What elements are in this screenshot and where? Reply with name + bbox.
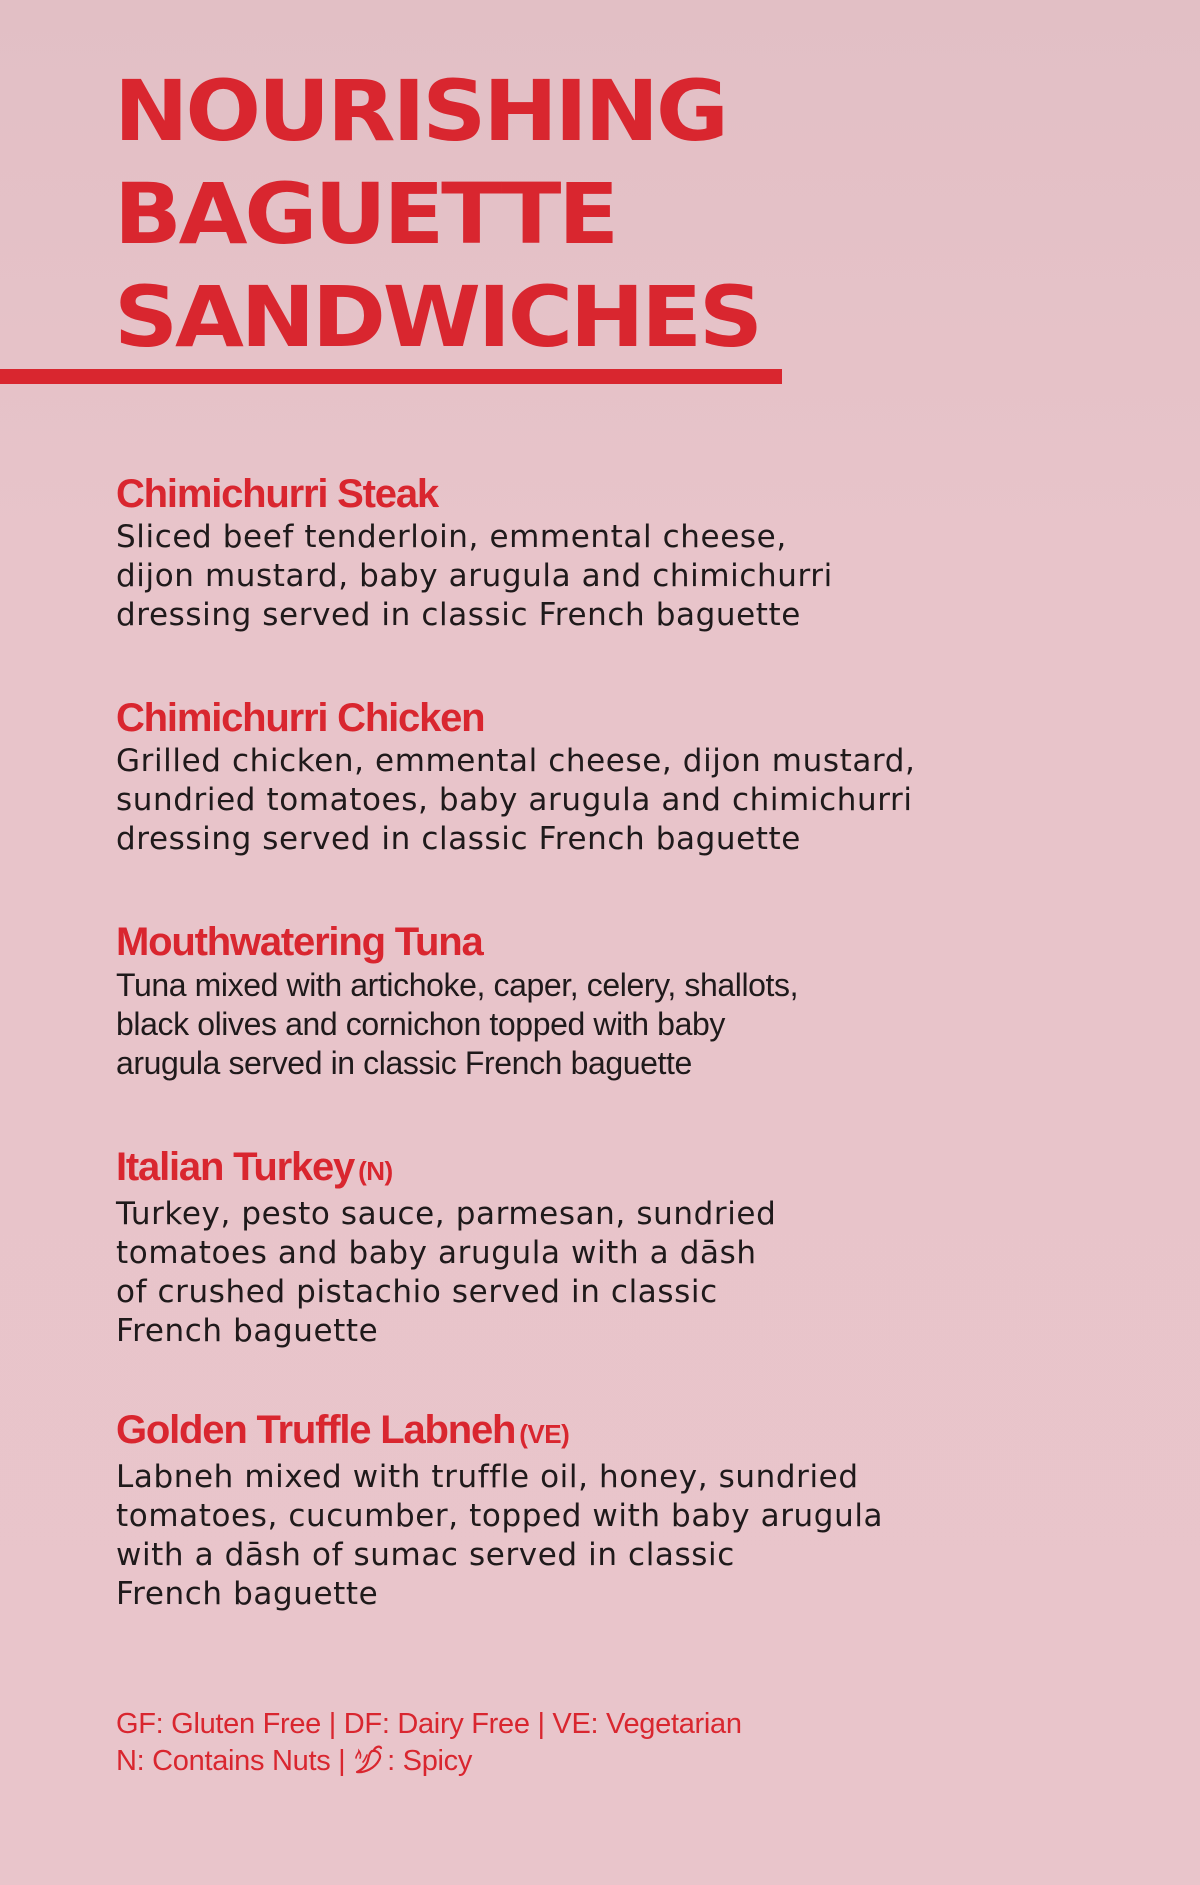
description-line: of crushed pistachio served in classic	[116, 1274, 718, 1310]
item-name	[116, 918, 1116, 966]
title-line: NOURISHING	[114, 62, 726, 160]
menu-item-italian-turkey	[116, 1143, 1116, 1351]
description-line: Sliced beef tenderloin, emmental cheese,	[116, 519, 787, 555]
item-description	[116, 966, 1116, 1083]
description-line: French baguette	[116, 1313, 379, 1349]
item-name	[116, 1143, 1116, 1195]
item-name-text: Chimichurri Steak	[116, 472, 438, 516]
description-line: black olives and cornichon topped with baby	[116, 1006, 725, 1042]
legend-line-1: GF: Gluten Free | DF: Dairy Free | VE: Vegetarian	[116, 1708, 742, 1740]
item-name	[116, 470, 1116, 518]
description-line: arugula served in classic French baguette	[116, 1045, 692, 1081]
description-line: tomatoes and baby arugula with a dāsh	[116, 1235, 757, 1271]
item-description	[116, 518, 1116, 635]
description-line: Grilled chicken, emmental cheese, dijon mustard,	[116, 743, 916, 779]
title-line: BAGUETTE	[114, 165, 616, 263]
menu-item-chimichurri-chicken	[116, 694, 1116, 859]
item-name-text: Mouthwatering Tuna	[116, 920, 483, 964]
menu-item-mouthwatering-tuna	[116, 918, 1116, 1083]
description-line: tomatoes, cucumber, topped with baby arugula	[116, 1498, 884, 1534]
item-description	[116, 1458, 1116, 1614]
description-line: Labneh mixed with truffle oil, honey, sundried	[116, 1459, 859, 1495]
menu-item-chimichurri-steak	[116, 470, 1116, 635]
item-dietary-tag: (VE)	[519, 1419, 570, 1449]
item-name	[116, 694, 1116, 742]
item-name-text: Italian Turkey	[116, 1145, 355, 1189]
menu-title	[114, 60, 760, 369]
description-line: Tuna mixed with artichoke, caper, celery, shallots,	[116, 967, 799, 1003]
item-name-text: Chimichurri Chicken	[116, 696, 485, 740]
description-line: with a dāsh of sumac served in classic	[116, 1537, 735, 1573]
legend-spicy-text: : Spicy	[387, 1745, 473, 1777]
item-description	[116, 742, 1116, 859]
description-line: sundried tomatoes, baby arugula and chimichurri	[116, 782, 913, 818]
item-name-text: Golden Truffle Labneh	[116, 1408, 516, 1452]
chili-pepper-icon	[353, 1744, 387, 1776]
item-dietary-tag: (N)	[358, 1156, 393, 1186]
title-line: SANDWICHES	[114, 268, 760, 366]
description-line: dressing served in classic French baguette	[116, 597, 801, 633]
menu-item-golden-truffle-labneh	[116, 1406, 1116, 1614]
dietary-legend	[116, 1706, 742, 1780]
description-line: dressing served in classic French baguette	[116, 821, 801, 857]
title-underline	[0, 369, 782, 384]
legend-line-2	[116, 1743, 742, 1780]
legend-nuts-text: N: Contains Nuts |	[116, 1745, 354, 1777]
item-description	[116, 1195, 1116, 1351]
description-line: dijon mustard, baby arugula and chimichurri	[116, 558, 833, 594]
description-line: Turkey, pesto sauce, parmesan, sundried	[116, 1196, 777, 1232]
description-line: French baguette	[116, 1576, 379, 1612]
item-name	[116, 1406, 1116, 1458]
